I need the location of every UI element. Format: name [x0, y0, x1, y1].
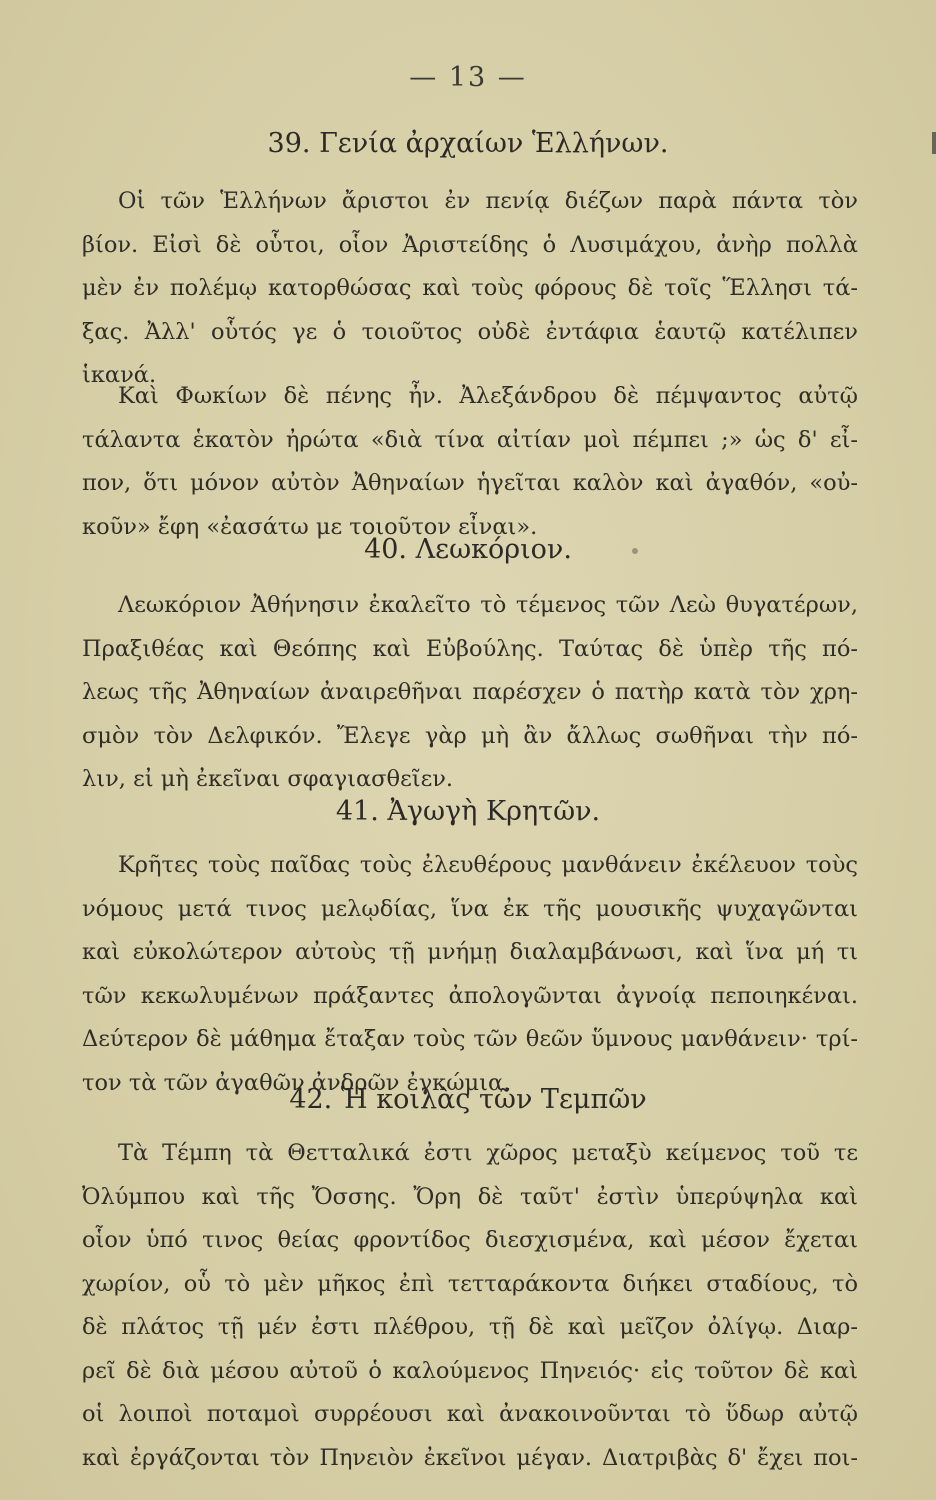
text-line: Οἱ τῶν Ἑλλήνων ἄριστοι ἐν πενίᾳ διέζων παρὰ πάντα τὸν	[118, 188, 858, 214]
text-line: Τὰ Τέμπη τὰ Θετταλικά ἐστι χῶρος μεταξὺ κείμενος τοῦ τε	[118, 1140, 858, 1166]
text-line: βίον. Εἰσὶ δὲ οὗτοι, οἷον Ἀριστείδης ὁ Λυσιμάχου, ἀνὴρ πολλὰ	[82, 231, 858, 258]
text-line: Ὀλύμπου καὶ τῆς Ὄσσης. Ὄρη δὲ ταῦτ' ἐστὶν ὑπερύψηλα καὶ	[82, 1183, 858, 1210]
section-title-39: 39. Γενία ἀρχαίων Ἑλλήνων.	[267, 128, 669, 159]
text-line: λιν, εἰ μὴ ἐκεῖναι σφαγιασθεῖεν.	[82, 766, 454, 792]
section-title-42: 42. Ἡ κοιλὰς τῶν Τεμπῶν	[289, 1084, 647, 1115]
paragraph-39	[82, 180, 858, 398]
text-line: ξας. Ἀλλ' οὗτός γε ὁ τοιοῦτος οὐδὲ ἐντάφια ἑαυτῷ κατέλιπεν	[82, 318, 858, 345]
text-line: οἱ λοιποὶ ποταμοὶ συρρέουσι καὶ ἀνακοινοῦνται τὸ ὕδωρ αὐτῷ	[82, 1401, 858, 1427]
text-line: Λεωκόριον Ἀθήνησιν ἐκαλεῖτο τὸ τέμενος τῶν Λεὼ θυγατέρων,	[118, 592, 858, 618]
text-line: Καὶ Φωκίων δὲ πένης ἦν. Ἀλεξάνδρου δὲ πέμψαντος αὐτῷ	[118, 383, 858, 409]
text-line: ἱκανά.	[82, 362, 157, 388]
text-line: μὲν ἐν πολέμῳ κατορθώσας καὶ τοὺς φόρους δὲ τοῖς Ἕλλησι τά-	[82, 275, 858, 301]
paragraph-40	[82, 584, 858, 802]
text-line: κοῦν» ἔφη «ἐασάτω με τοιοῦτον εἶναι».	[82, 513, 538, 540]
text-line: χωρίον, οὗ τὸ μὲν μῆκος ἐπὶ τετταράκοντα διήκει σταδίους, τὸ	[82, 1270, 858, 1297]
section-title-41: 41. Ἀγωγὴ Κρητῶν.	[335, 796, 601, 827]
text-line: οἷον ὑπό τινος θείας φροντίδος διεσχισμένα, καὶ μέσον ἔχεται	[82, 1227, 858, 1253]
text-line: τον τὰ τῶν ἀγαθῶν ἀνδρῶν ἐγκώμια.	[82, 1069, 511, 1096]
paragraph-42	[82, 1132, 858, 1480]
paragraph-phocion	[82, 375, 858, 549]
text-line: σμὸν τὸν Δελφικόν. Ἔλεγε γὰρ μὴ ἂν ἄλλως σωθῆναι τὴν πό-	[82, 722, 858, 749]
text-line: Πραξιθέας καὶ Θεόπης καὶ Εὐβούλης. Ταύτας δὲ ὑπὲρ τῆς πό-	[82, 635, 858, 662]
text-line: λεως τῆς Ἀθηναίων ἀναιρεθῆναι παρέσχεν ὁ πατὴρ κατὰ τὸν χρη-	[82, 679, 858, 705]
text-line: Δεύτερον δὲ μάθημα ἔταξαν τοὺς τῶν θεῶν ὕμνους μανθάνειν· τρί-	[82, 1026, 858, 1052]
text-line: τάλαντα ἑκατὸν ἠρώτα «διὰ τίνα αἰτίαν μοὶ πέμπει ;» ὡς δ' εἶ-	[82, 426, 858, 453]
text-line: νόμους μετά τινος μελῳδίας, ἵνα ἐκ τῆς μουσικῆς ψυχαγῶνται	[82, 895, 858, 922]
text-line: πον, ὅτι μόνον αὐτὸν Ἀθηναίων ἡγεῖται καλὸν καὶ ἀγαθόν, «οὐ-	[82, 470, 858, 496]
text-line: δὲ πλάτος τῇ μέν ἐστι πλέθρου, τῇ δὲ καὶ μεῖζον ὀλίγῳ. Διαρ-	[82, 1314, 858, 1340]
text-line: Κρῆτες τοὺς παῖδας τοὺς ἐλευθέρους μανθάνειν ἐκέλευον τοὺς	[118, 852, 858, 878]
page-number: — 13 —	[409, 62, 527, 93]
text-line: ρεῖ δὲ διὰ μέσου αὐτοῦ ὁ καλούμενος Πηνειός· εἰς τοῦτον δὲ καὶ	[82, 1357, 858, 1384]
text-line: καὶ ἐργάζονται τὸν Πηνειὸν ἐκεῖνοι μέγαν. Διατριβὰς δ' ἔχει ποι-	[82, 1444, 858, 1471]
text-line: τῶν κεκωλυμένων πράξαντες ἀπολογῶνται ἀγνοίᾳ πεποιηκέναι.	[82, 982, 858, 1009]
text-line: καὶ εὐκολώτερον αὐτοὺς τῇ μνήμῃ διαλαμβάνωσι, καὶ ἵνα μή τι	[82, 939, 858, 965]
paragraph-41	[82, 844, 858, 1105]
section-title-40: 40. Λεωκόριον.	[364, 534, 572, 565]
